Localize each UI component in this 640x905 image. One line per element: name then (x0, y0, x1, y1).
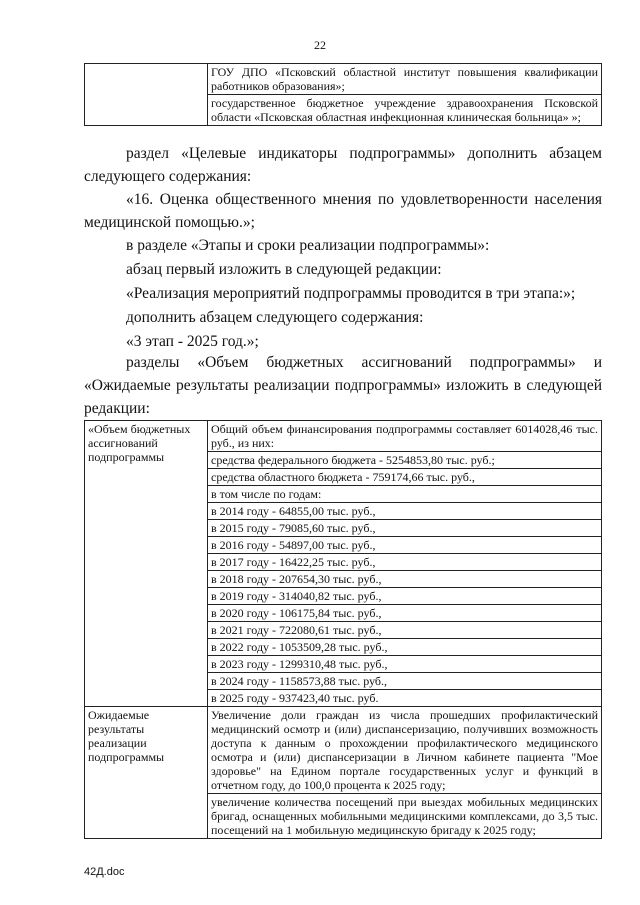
paragraph: абзац первый изложить в следующей редакции: (126, 261, 442, 278)
cell-line: в том числе по годам: (208, 486, 601, 503)
institutions-cell (208, 64, 602, 126)
paragraph: «Реализация мероприятий подпрограммы проводится в три этапа:»; (126, 285, 576, 302)
cell-line: увеличение количества посещений при выездах мобильных медицинских бригад, оснащенных мобильными медицинскими комплексами, до 3,5 тыс. посещений на 1 мобильную медицинскую бригаду к 2025 году; (211, 795, 598, 837)
budget-cell (208, 421, 602, 707)
cell-line: в 2016 году - 54897,00 тыс. руб., (208, 537, 601, 554)
cell-line: в 2019 году - 314040,82 тыс. руб., (208, 588, 601, 605)
cell-line: Общий объем финансирования подпрограммы составляет 6014028,46 тыс. руб., из них: (208, 421, 601, 452)
paragraph: разделы «Объем бюджетных ассигнований подпрограммы» и «Ожидаемые результаты реализации подпрограммы» изложить в следующей редакции: (84, 354, 602, 417)
cell-line: в 2014 году - 64855,00 тыс. руб., (208, 503, 601, 520)
cell-line: в 2022 году - 1053509,28 тыс. руб., (208, 639, 601, 656)
table-row (85, 707, 602, 839)
cell-line: средства федерального бюджета - 5254853,80 тыс. руб.; (208, 452, 601, 469)
cell-line: в 2020 году - 106175,84 тыс. руб., (208, 605, 601, 622)
cell-line: средства областного бюджета - 759174,66 тыс. руб., (208, 469, 601, 486)
page-number: 22 (314, 38, 326, 52)
paragraph: «3 этап - 2025 год.»; (126, 333, 259, 350)
cell-line: в 2015 году - 79085,60 тыс. руб., (208, 520, 601, 537)
cell-line: в 2017 году - 16422,25 тыс. руб., (208, 554, 601, 571)
empty-label-cell (85, 64, 208, 126)
results-cell (208, 707, 602, 839)
row-label-budget: «Объем бюджетных ассигнований подпрограммы (85, 421, 208, 707)
cell-line: в 2018 году - 207654,30 тыс. руб., (208, 571, 601, 588)
subprogram-table (84, 420, 602, 839)
cell-line: государственное бюджетное учреждение здравоохранения Псковской области «Псковская областная инфекционная клиническая больница» »; (211, 96, 598, 124)
file-name-footer: 42Д.doc (84, 866, 125, 878)
paragraph: дополнить абзацем следующего содержания: (126, 309, 424, 326)
paragraph: раздел «Целевые индикаторы подпрограммы» дополнить абзацем следующего содержания: (84, 145, 602, 185)
cell-line: в 2023 году - 1299310,48 тыс. руб., (208, 656, 601, 673)
cell-line: в 2024 году - 1158573,88 тыс. руб., (208, 673, 601, 690)
table-row (85, 421, 602, 707)
paragraph: «16. Оценка общественного мнения по удовлетворенности населения медицинской помощью.»; (84, 191, 602, 231)
row-label-results: Ожидаемые результаты реализации подпрограммы (85, 707, 208, 839)
paragraph: в разделе «Этапы и сроки реализации подпрограммы»: (126, 237, 490, 254)
cell-line: в 2025 году - 937423,40 тыс. руб. (211, 691, 379, 705)
cell-line: ГОУ ДПО «Псковский областной институт повышения квалификации работников образования»; (208, 64, 601, 95)
table-row (85, 64, 602, 126)
continuation-table (84, 63, 602, 126)
cell-line: в 2021 году - 722080,61 тыс. руб., (208, 622, 601, 639)
cell-line: Увеличение доли граждан из числа прошедших профилактический медицинский осмотр и (или) диспансеризацию, получивших возможность доступа к данным о прохождении профилактического медицинского осмотра и (или) диспансеризации в Личном кабинете пациента "Мое здоровье" на Едином портале государственных услуг и функций в отчетном году, до 100,0 процента к 2025 году; (208, 707, 601, 794)
